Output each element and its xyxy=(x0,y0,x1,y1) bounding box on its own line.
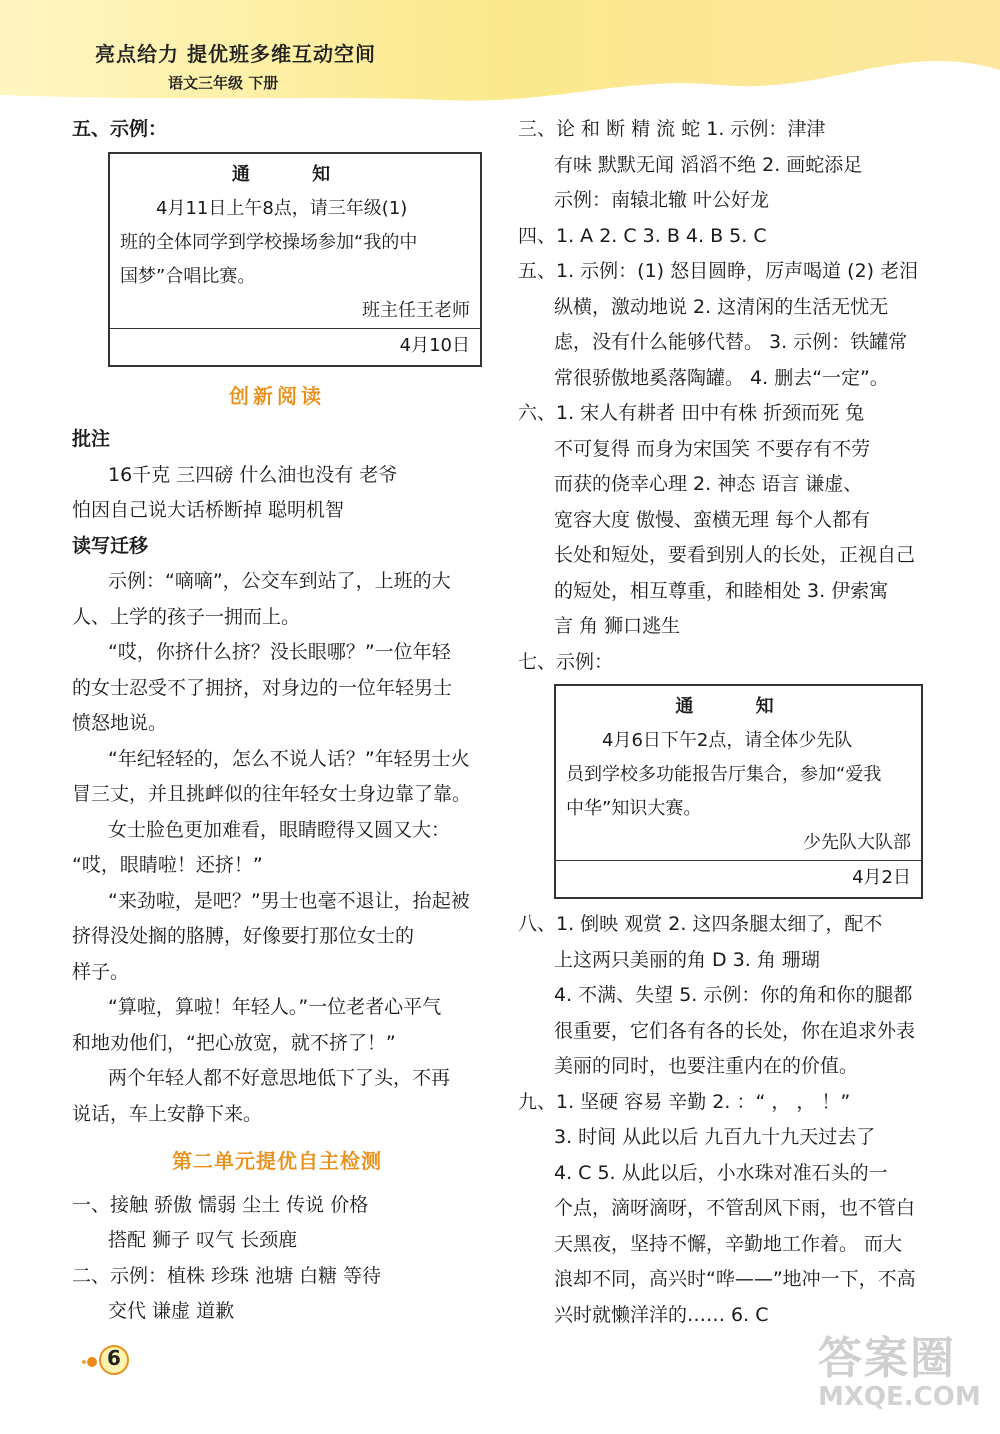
watermark-text: 答案圈 xyxy=(818,1333,956,1384)
notice-line: 4月11日上午8点，请三年级(1) xyxy=(156,197,408,219)
story-line: 示例：“嘀嘀”，公交车到站了，上班的大 xyxy=(108,570,451,592)
notice-date: 4月10日 xyxy=(110,328,480,363)
story-line: “算啦，算啦！年轻人。”一位老者心平气 xyxy=(108,996,442,1018)
answer-4-line: 四、1. A 2. C 3. B 4. B 5. C xyxy=(518,224,767,247)
story-line: 样子。 xyxy=(72,960,130,983)
pizhu-line: 怕因自己说大话桥断掉 聪明机智 xyxy=(72,499,345,521)
answer-8-line: 4. 不满、失望 5. 示例：你的角和你的腿都 xyxy=(554,984,913,1006)
answer-9-line: 九、1. 坚硬 容易 辛勤 2. ：“ ， ， ！” xyxy=(518,1090,851,1113)
notice-line: 4月6日下午2点，请全体少先队 xyxy=(602,730,853,751)
answer-6-line: 六、1. 宋人有耕者 田中有株 折颈而死 兔 xyxy=(518,402,865,424)
section-heading-unit2-test: 第二单元提优自主检测 xyxy=(172,1149,382,1173)
answer-1-line: 一、接触 骄傲 懦弱 尘土 传说 价格 xyxy=(72,1193,369,1216)
answer-6-line: 宽容大度 傲慢、蛮横无理 每个人都有 xyxy=(554,508,871,531)
answer-6-line: 的短处，相互尊重，和睦相处 3. 伊索寓 xyxy=(554,579,889,602)
answer-8-line: 八、1. 倒映 观赏 2. 这四条腿太细了，配不 xyxy=(518,913,883,935)
pizhu-line: 16千克 三四磅 什么油也没有 老爷 xyxy=(108,463,398,486)
answer-9-line: 4. C 5. 从此以后，小水珠对准石头的一 xyxy=(554,1161,888,1184)
answer-3-line: 三、论 和 断 精 流 蛇 1. 示例：津津 xyxy=(518,118,826,140)
answer-9-line: 个点，滴呀滴呀，不管刮风下雨，也不管白 xyxy=(554,1197,916,1219)
notice-box-1 xyxy=(108,152,482,367)
pizhu-label: 批注 xyxy=(72,428,111,450)
notice-line: 班的全体同学到学校操场参加“我的中 xyxy=(120,231,418,253)
section-heading-innovative-reading: 创新阅读 xyxy=(229,383,325,408)
story-line: 女士脸色更加难看，眼睛瞪得又圆又大： xyxy=(108,818,451,841)
right-column xyxy=(518,112,923,1333)
notice-box-2 xyxy=(554,684,923,899)
story-line: 冒三丈，并且挑衅似的往年轻女士身边靠了靠。 xyxy=(72,783,472,805)
story-line: “哎，你挤什么挤？没长眼哪？”一位年轻 xyxy=(108,641,451,663)
story-line: 挤得没处搁的胳膊，好像要打那位女士的 xyxy=(72,925,415,947)
page-number: 6 xyxy=(107,1346,121,1370)
header-subtitle: 语文三年级 下册 xyxy=(168,74,279,92)
story-line: 说话，车上安静下来。 xyxy=(72,1102,263,1125)
story-line: 的女士忍受不了拥挤，对身边的一位年轻男士 xyxy=(72,676,453,699)
answer-5-line: 纵横，激动地说 2. 这清闲的生活无忧无 xyxy=(554,295,889,318)
answer-2-line: 交代 谦虚 道歉 xyxy=(108,1300,235,1322)
answer-5-line: 虑，没有什么能够代替。 3. 示例：铁罐常 xyxy=(554,331,908,353)
answer-9-line: 天黑夜，坚持不懈，辛勤地工作着。 而大 xyxy=(554,1232,903,1255)
answer-8-line: 美丽的同时，也要注重内在的价值。 xyxy=(554,1055,859,1077)
answer-3-line: 有味 默默无闻 滔滔不绝 2. 画蛇添足 xyxy=(554,153,863,176)
notice-title: 通 知 xyxy=(231,163,359,185)
notice-signer: 少先队大队部 xyxy=(803,832,911,853)
page-number-badge xyxy=(80,1340,136,1380)
story-line: 人、上学的孩子一拥而上。 xyxy=(72,605,301,628)
answer-6-line: 而获的侥幸心理 2. 神态 语言 谦虚、 xyxy=(554,473,863,495)
story-line: “来劲啦，是吧？”男士也毫不退让，抬起被 xyxy=(108,889,470,912)
duxie-label: 读写迁移 xyxy=(72,534,149,557)
story-line: 愤怒地说。 xyxy=(72,712,168,734)
answer-6-line: 言 角 狮口逃生 xyxy=(554,615,681,637)
answer-9-line: 兴时就懒洋洋的…… 6. C xyxy=(554,1303,769,1326)
answer-6-line: 长处和短处，要看到别人的长处，正视自己 xyxy=(554,544,916,566)
question-5-label: 五、示例： xyxy=(72,118,168,140)
watermark-logo xyxy=(818,1322,994,1432)
notice-line: 中华”知识大赛。 xyxy=(566,798,702,819)
story-line: “哎，眼睛啦！还挤！” xyxy=(72,854,263,876)
notice-title: 通 知 xyxy=(675,696,802,717)
story-line: 和地劝他们，“把心放宽，就不挤了！” xyxy=(72,1031,396,1054)
story-line: “年纪轻轻的，怎么不说人话？”年轻男士火 xyxy=(108,747,470,770)
notice-date: 4月2日 xyxy=(556,860,921,895)
answer-7-label: 七、示例： xyxy=(518,650,614,673)
notice-signer: 班主任王老师 xyxy=(362,299,470,321)
answer-9-line: 浪却不同，高兴时“哗——”地冲一下，不高 xyxy=(554,1268,916,1290)
header-banner xyxy=(0,0,1000,110)
answer-8-line: 很重要，它们各有各的长处，你在追求外表 xyxy=(554,1019,916,1042)
answer-1-line: 搭配 狮子 叹气 长颈鹿 xyxy=(108,1229,298,1251)
answer-2-line: 二、示例：植株 珍珠 池塘 白糖 等待 xyxy=(72,1264,382,1287)
notice-line: 员到学校多功能报告厅集合，参加“爱我 xyxy=(566,764,882,785)
answer-5-line: 常很骄傲地奚落陶罐。 4. 删去“一定”。 xyxy=(554,366,889,389)
notice-line: 国梦”合唱比赛。 xyxy=(120,265,256,287)
header-title: 亮点给力 提优班多维互动空间 xyxy=(95,42,376,66)
left-column xyxy=(72,112,482,1330)
story-line: 两个年轻人都不好意思地低下了头，不再 xyxy=(108,1067,451,1089)
answer-5-line: 五、1. 示例：(1) 怒目圆睁，厉声喝道 (2) 老泪 xyxy=(518,260,919,282)
answer-6-line: 不可复得 而身为宋国笑 不要存有不劳 xyxy=(554,437,871,460)
answer-3-line: 示例：南辕北辙 叶公好龙 xyxy=(554,189,770,211)
answer-9-line: 3. 时间 从此以后 九百九十九天过去了 xyxy=(554,1126,876,1148)
watermark-url: MXQE.COM xyxy=(818,1382,981,1412)
answer-8-line: 上这两只美丽的角 D 3. 角 珊瑚 xyxy=(554,948,820,971)
